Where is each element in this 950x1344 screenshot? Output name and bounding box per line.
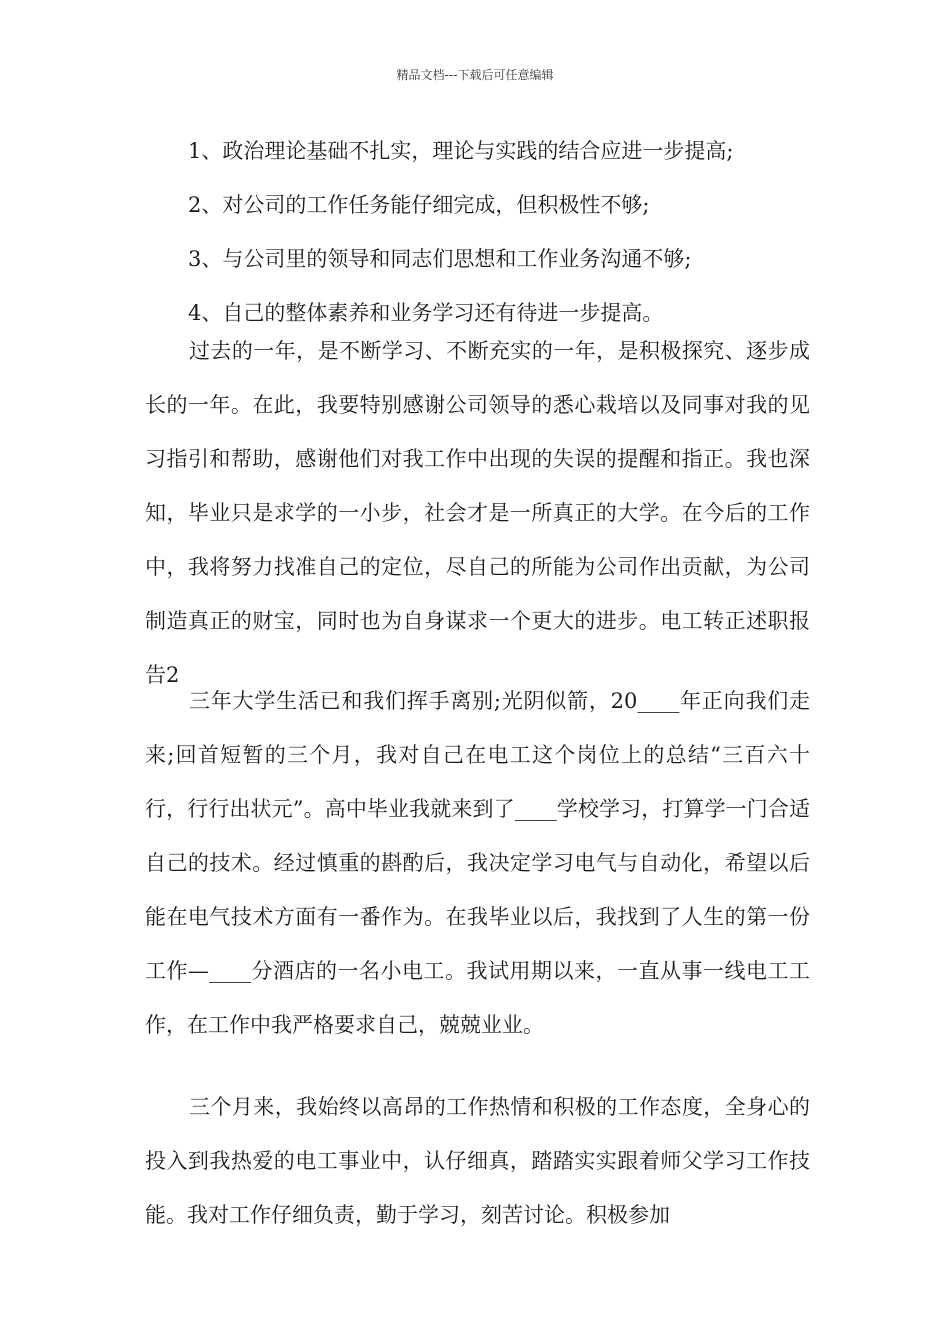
- list-item: 1、政治理论基础不扎实，理论与实践的结合应进一步提高;: [188, 139, 734, 163]
- paragraph-work-attitude: 三个月来，我始终以高昂的工作热情和积极的工作态度，全身心的投入到我热爱的电工事业中，认仔细真，踏踏实实跟着师父学习工作技能。我对工作仔细负责，勤于学习，刻苦讨论。积极参加: [145, 1095, 810, 1227]
- paragraph-summary: 过去的一年，是不断学习、不断充实的一年，是积极探究、逐步成长的一年。在此，我要特别感谢公司领导的悉心栽培以及同事对我的见习指引和帮助，感谢他们对我工作中出现的失误的提醒和指正。我也深知，毕业只是求学的一小步，社会才是一所真正的大学。在今后的工作中，我将努力找准自己的定位，尽自己的所能为公司作出贡献，为公司制造真正的财宝，同时也为自身谋求一个更大的进步。电工转正述职报告2: [145, 339, 810, 687]
- paragraph-introduction: 三年大学生活已和我们挥手离别;光阴似箭，20____年正向我们走来;回首短暂的三个月，我对自己在电工这个岗位上的总结“三百六十行，行行出状元”。高中毕业我就来到了____学校学习，打算学一门合适自己的技术。经过慎重的斟酌后，我决定学习电气与自动化，希望以后能在电气技术方面有一番作为。在我毕业以后，我找到了人生的第一份工作—____分酒店的一名小电工。我试用期以来，一直从事一线电工工作，在工作中我严格要求自己，兢兢业业。: [145, 689, 810, 1037]
- list-item: 4、自己的整体素养和业务学习还有待进一步提高。: [188, 301, 664, 325]
- page-header: 精品文档---下载后可任意编辑: [396, 68, 554, 82]
- list-item: 2、对公司的工作任务能仔细完成，但积极性不够;: [188, 193, 650, 217]
- shortcomings-list: [188, 131, 828, 347]
- list-item: 3、与公司里的领导和同志们思想和工作业务沟通不够;: [188, 247, 692, 271]
